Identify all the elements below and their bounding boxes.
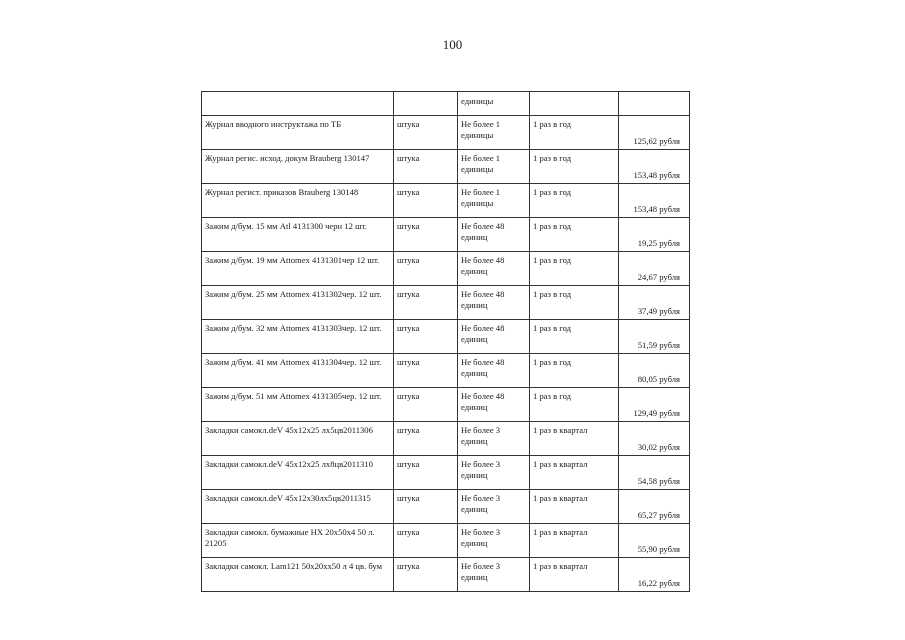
table-row	[202, 218, 690, 252]
cell-frequency: 1 раз в год	[530, 354, 619, 388]
table-row	[202, 524, 690, 558]
cell-frequency: 1 раз в год	[530, 388, 619, 422]
table-row	[202, 116, 690, 150]
cell-limit: Не более 48 единиц	[458, 286, 530, 320]
cell-unit: штука	[394, 286, 458, 320]
cell-price: 125,62 рубля	[619, 116, 690, 150]
cell-name: Зажим д/бум. 41 мм Attomex 4131304чер. 12 шт.	[202, 354, 394, 388]
cell-price: 51,59 рубля	[619, 320, 690, 354]
cell-limit: Не более 1 единицы	[458, 150, 530, 184]
cell-unit: штука	[394, 422, 458, 456]
cell-name: Журнал регист. приказов Brauberg 130148	[202, 184, 394, 218]
cell-name	[202, 92, 394, 116]
cell-price: 80,05 рубля	[619, 354, 690, 388]
cell-limit: Не более 1 единицы	[458, 184, 530, 218]
cell-frequency: 1 раз в квартал	[530, 422, 619, 456]
cell-name: Зажим д/бум. 19 мм Attomex 4131301чер 12 шт.	[202, 252, 394, 286]
cell-unit: штука	[394, 116, 458, 150]
cell-frequency: 1 раз в год	[530, 116, 619, 150]
cell-unit: штука	[394, 388, 458, 422]
cell-frequency: 1 раз в год	[530, 286, 619, 320]
cell-unit: штука	[394, 490, 458, 524]
page-number: 100	[442, 37, 463, 52]
cell-limit: Не более 1 единицы	[458, 116, 530, 150]
table-row	[202, 150, 690, 184]
table-row	[202, 184, 690, 218]
table-row	[202, 422, 690, 456]
cell-limit: единицы	[458, 92, 530, 116]
cell-unit: штука	[394, 354, 458, 388]
cell-unit: штука	[394, 558, 458, 592]
cell-limit: Не более 48 единиц	[458, 320, 530, 354]
cell-frequency: 1 раз в год	[530, 218, 619, 252]
cell-frequency: 1 раз в квартал	[530, 524, 619, 558]
cell-name: Зажим д/бум. 15 мм Atl 4131300 черн 12 шт.	[202, 218, 394, 252]
cell-price: 24,67 рубля	[619, 252, 690, 286]
cell-limit: Не более 3 единиц	[458, 456, 530, 490]
cell-frequency: 1 раз в год	[530, 184, 619, 218]
cell-name: Закладки самокл.deV 45х12х25 лх5цв2011306	[202, 422, 394, 456]
cell-frequency: 1 раз в квартал	[530, 558, 619, 592]
cell-limit: Не более 48 единиц	[458, 218, 530, 252]
cell-name: Журнал регис. исход. докум Brauberg 130147	[202, 150, 394, 184]
table-row	[202, 320, 690, 354]
items-table	[201, 91, 690, 592]
cell-price: 65,27 рубля	[619, 490, 690, 524]
cell-price: 37,49 рубля	[619, 286, 690, 320]
cell-name: Закладки самокл.deV 45х12х30лх5цв2011315	[202, 490, 394, 524]
cell-unit: штука	[394, 184, 458, 218]
cell-limit: Не более 3 единиц	[458, 490, 530, 524]
cell-unit: штука	[394, 150, 458, 184]
cell-frequency: 1 раз в год	[530, 150, 619, 184]
cell-name: Зажим д/бум. 51 мм Attomex 4131305чер. 12 шт.	[202, 388, 394, 422]
table-row	[202, 388, 690, 422]
cell-name: Журнал вводного инструктажа по ТБ	[202, 116, 394, 150]
cell-name: Зажим д/бум. 32 мм Attomex 4131303чер. 12 шт.	[202, 320, 394, 354]
cell-unit: штука	[394, 524, 458, 558]
table-row	[202, 354, 690, 388]
cell-price: 153,48 рубля	[619, 150, 690, 184]
cell-name: Закладки самокл. Lam121 50х20хх50 л 4 цв. бум	[202, 558, 394, 592]
cell-unit: штука	[394, 252, 458, 286]
cell-limit: Не более 3 единиц	[458, 422, 530, 456]
cell-limit: Не более 3 единиц	[458, 524, 530, 558]
cell-price: 55,90 рубля	[619, 524, 690, 558]
table-row	[202, 558, 690, 592]
cell-unit	[394, 92, 458, 116]
cell-unit: штука	[394, 456, 458, 490]
cell-frequency: 1 раз в квартал	[530, 490, 619, 524]
table-row	[202, 490, 690, 524]
cell-price: 153,48 рубля	[619, 184, 690, 218]
cell-price: 19,25 рубля	[619, 218, 690, 252]
cell-limit: Не более 3 единиц	[458, 558, 530, 592]
cell-frequency: 1 раз в год	[530, 252, 619, 286]
table-row	[202, 286, 690, 320]
cell-limit: Не более 48 единиц	[458, 388, 530, 422]
cell-price: 54,58 рубля	[619, 456, 690, 490]
cell-frequency	[530, 92, 619, 116]
table-row	[202, 252, 690, 286]
cell-name: Закладки самокл.deV 45х12х25 лх8цв2011310	[202, 456, 394, 490]
cell-frequency: 1 раз в квартал	[530, 456, 619, 490]
cell-unit: штука	[394, 320, 458, 354]
cell-price: 129,49 рубля	[619, 388, 690, 422]
cell-frequency: 1 раз в год	[530, 320, 619, 354]
cell-price: 30,02 рубля	[619, 422, 690, 456]
cell-name: Зажим д/бум. 25 мм Attomex 4131302чер. 12 шт.	[202, 286, 394, 320]
cell-price: 16,22 рубля	[619, 558, 690, 592]
table-row	[202, 456, 690, 490]
cell-limit: Не более 48 единиц	[458, 252, 530, 286]
cell-limit: Не более 48 единиц	[458, 354, 530, 388]
table-row-continuation	[202, 92, 690, 116]
cell-name: Закладки самокл. бумажные НХ 20х50х4 50 л. 21205	[202, 524, 394, 558]
cell-price	[619, 92, 690, 116]
cell-unit: штука	[394, 218, 458, 252]
